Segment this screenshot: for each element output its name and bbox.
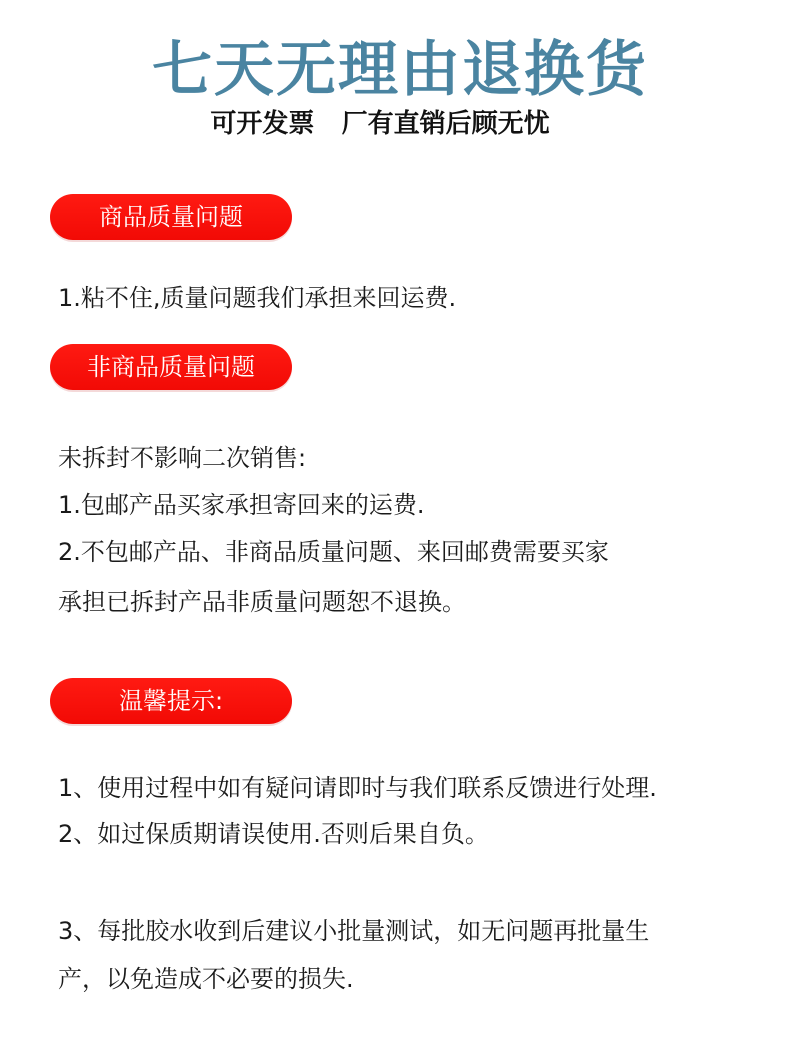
non-quality-issue-line: 承担已拆封产品非质量问题恕不退换。 — [58, 588, 466, 616]
page-title: 七天无理由退换货 — [152, 35, 648, 105]
quality-issue-badge: 商品质量问题 — [50, 194, 292, 240]
quality-issue-line: 1.粘不住,质量问题我们承担来回运费. — [58, 284, 457, 312]
tips-badge: 温馨提示: — [50, 678, 292, 724]
tips-line: 3、每批胶水收到后建议小批量测试，如无问题再批量生 — [58, 917, 650, 945]
tips-line: 产，以免造成不必要的损失. — [58, 965, 354, 993]
non-quality-issue-line: 1.包邮产品买家承担寄回来的运费. — [58, 491, 425, 519]
non-quality-issue-badge: 非商品质量问题 — [50, 344, 292, 390]
non-quality-issue-line: 2.不包邮产品、非商品质量问题、来回邮费需要买家 — [58, 538, 609, 566]
tips-line: 1、使用过程中如有疑问请即时与我们联系反馈进行处理. — [58, 774, 657, 802]
page-subtitle: 可开发票 厂有直销后顾无忧 — [210, 109, 550, 139]
tips-line: 2、如过保质期请误使用.否则后果自负。 — [58, 820, 489, 848]
non-quality-issue-line: 未拆封不影响二次销售: — [58, 444, 307, 472]
